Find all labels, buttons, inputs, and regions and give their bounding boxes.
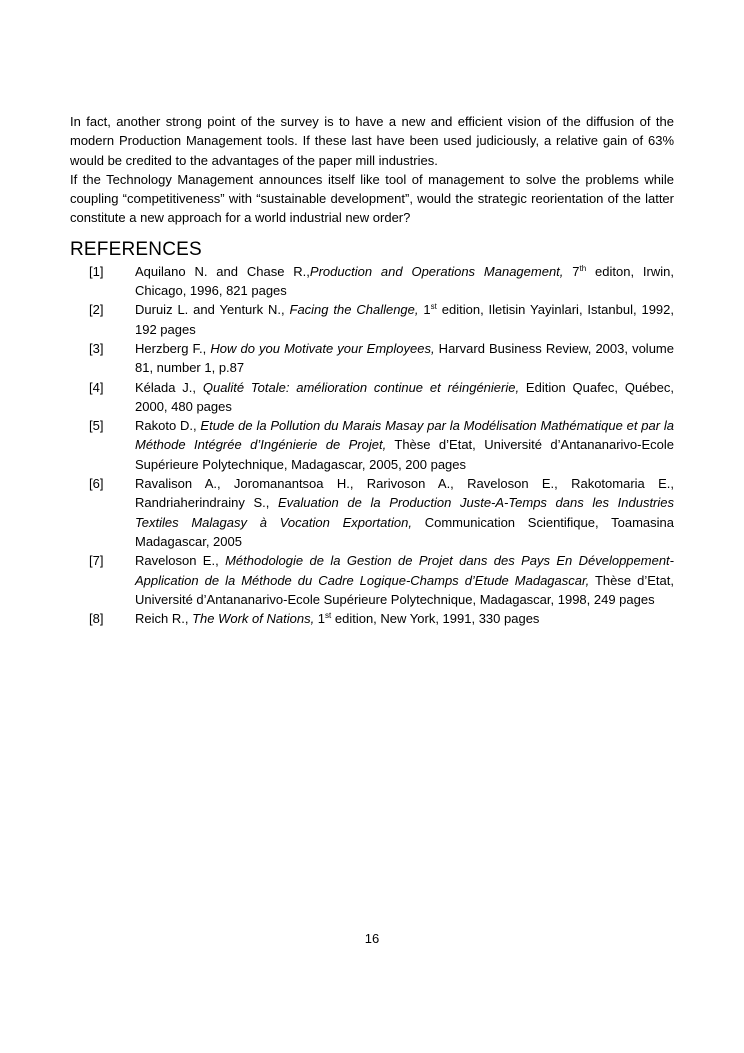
- reference-number: [6]: [89, 476, 104, 492]
- reference-item-4: [70, 378, 674, 417]
- reference-details: editon, Irwin, Chicago, 1996, 821 pages: [135, 263, 674, 299]
- references-heading: REFERENCES: [70, 238, 202, 260]
- reference-authors: Herzberg F.,: [135, 340, 211, 356]
- reference-edition: 1: [418, 302, 431, 318]
- reference-item-7: [70, 551, 674, 609]
- body-paragraph-1: In fact, another strong point of the survey is to have a new and efficient vision of the diffusion of the modern Production Management tools. If these last have been used judiciously, a relative gain of 63% would be credited to the advantages of the paper mill industries.: [70, 114, 674, 168]
- reference-details: Harvard Business Review, 2003, volume 81, number 1, p.87: [135, 340, 674, 376]
- reference-details: Thèse d’Etat, Université d’Antananarivo-Ecole Supérieure Polytechnique, Madagascar, 2005, 200 pages: [135, 437, 674, 472]
- document-page: [70, 112, 674, 628]
- reference-number: [5]: [89, 418, 104, 434]
- reference-number: [4]: [89, 379, 104, 395]
- reference-details: edition, Iletisin Yayinlari, Istanbul, 1992, 192 pages: [135, 302, 674, 337]
- reference-superscript: th: [579, 263, 587, 273]
- reference-details: Communication Scientifique, Toamasina Madagascar, 2005: [135, 514, 674, 549]
- reference-item-3: [70, 339, 674, 378]
- reference-edition: 1: [314, 611, 326, 627]
- reference-number: [3]: [89, 340, 104, 356]
- reference-list: [70, 262, 674, 629]
- reference-item-1: [70, 262, 674, 301]
- reference-details: Thèse d’Etat, Université d’Antananarivo-Ecole Supérieure Polytechnique, Madagascar, 1998, 249 pages: [135, 572, 674, 607]
- reference-details: edition, New York, 1991, 330 pages: [331, 611, 540, 627]
- reference-item-5: [70, 416, 674, 474]
- reference-authors: Raveloson E.,: [135, 553, 226, 569]
- reference-edition: 7: [563, 263, 580, 279]
- body-paragraph-2: If the Technology Management announces itself like tool of management to solve the problems while coupling “competitiveness” with “sustainable development”, would the strategic reorientation of the latter constitute a new approach for a world industrial new order?: [70, 171, 674, 226]
- reference-title: Facing the Challenge,: [289, 302, 419, 318]
- reference-number: [1]: [89, 263, 104, 279]
- reference-authors: Kélada J.,: [135, 379, 203, 395]
- reference-superscript: st: [430, 302, 437, 312]
- reference-authors: Aquilano N. and Chase R.,: [135, 263, 310, 279]
- reference-authors: Reich R.,: [135, 611, 193, 627]
- reference-title: Etude de la Pollution du Marais Masay par la Modélisation Mathématique et par la Méthode Intégrée d’Ingénierie de Projet,: [135, 418, 674, 453]
- reference-authors: Rakoto D.,: [135, 418, 201, 434]
- reference-item-2: [70, 300, 674, 339]
- reference-title: Evaluation de la Production Juste-A-Temps dans les Industries Textiles Malagasy à Vocation Exportation,: [135, 495, 674, 530]
- reference-title: Méthodologie de la Gestion de Projet dans des Pays En Développement-Application de la Méthode du Cadre Logique-Champs d’Etude Madagascar,: [135, 553, 674, 588]
- reference-title: Production and Operations Management,: [309, 263, 564, 279]
- reference-number: [2]: [89, 302, 104, 318]
- reference-details: Edition Quafec, Québec, 2000, 480 pages: [135, 379, 674, 414]
- reference-number: [7]: [89, 553, 104, 569]
- reference-item-8: [70, 609, 674, 628]
- reference-authors: Ravalison A., Joromanantsoa H., Rarivoson A., Raveloson E., Rakotomaria E., Randriaherindrainy S.,: [135, 476, 674, 511]
- reference-item-6: [70, 474, 674, 551]
- reference-superscript: st: [325, 611, 332, 621]
- reference-authors: Duruiz L. and Yenturk N.,: [135, 302, 290, 318]
- reference-title: How do you Motivate your Employees,: [210, 340, 435, 356]
- page-number: 16: [364, 931, 380, 946]
- reference-title: The Work of Nations,: [192, 611, 315, 627]
- reference-number: [8]: [89, 611, 104, 627]
- reference-title: Qualité Totale: amélioration continue et réingénierie,: [202, 379, 520, 395]
